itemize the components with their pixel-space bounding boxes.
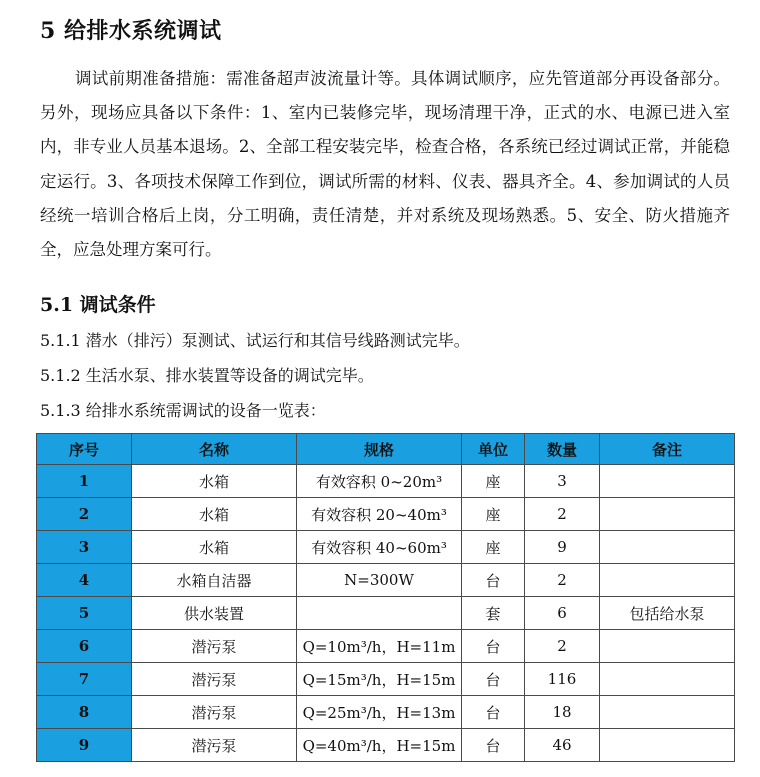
cell-quantity: 18: [525, 696, 600, 729]
cell-quantity: 3: [525, 465, 600, 498]
table-row: [37, 630, 735, 663]
cell-quantity: 2: [525, 630, 600, 663]
table-row: [37, 696, 735, 729]
cell-spec: 有效容积 40~60m³: [297, 531, 462, 564]
cell-spec: 有效容积 20~40m³: [297, 498, 462, 531]
table-body: [37, 465, 735, 762]
cell-index: 1: [37, 465, 132, 498]
cell-remark: [600, 465, 735, 498]
cell-name: 供水装置: [132, 597, 297, 630]
cell-index: 3: [37, 531, 132, 564]
cell-quantity: 9: [525, 531, 600, 564]
header-quantity: 数量: [525, 434, 600, 465]
cell-remark: [600, 531, 735, 564]
cell-unit: 台: [462, 663, 525, 696]
cell-index: 8: [37, 696, 132, 729]
cell-quantity: 116: [525, 663, 600, 696]
cell-name: 水箱自洁器: [132, 564, 297, 597]
cell-index: 9: [37, 729, 132, 762]
cell-quantity: 6: [525, 597, 600, 630]
header-spec: 规格: [297, 434, 462, 465]
cell-spec: Q=15m³/h，H=15m: [297, 663, 462, 696]
table-row: [37, 531, 735, 564]
cell-remark: 包括给水泵: [600, 597, 735, 630]
equipment-table: [36, 433, 735, 762]
cell-remark: [600, 630, 735, 663]
cell-name: 潜污泵: [132, 696, 297, 729]
cell-index: 4: [37, 564, 132, 597]
table-header-row: [37, 434, 735, 465]
cell-remark: [600, 663, 735, 696]
table-row: [37, 663, 735, 696]
cell-remark: [600, 498, 735, 531]
cell-unit: 台: [462, 696, 525, 729]
cell-spec: 有效容积 0~20m³: [297, 465, 462, 498]
header-name: 名称: [132, 434, 297, 465]
intro-paragraph: 调试前期准备措施：需准备超声波流量计等。具体调试顺序，应先管道部分再设备部分。另外，现场应具备以下条件：1、室内已装修完毕，现场清理干净，正式的水、电源已进入室内，非专业人员基本退场。2、全部工程安装完毕，检查合格，各系统已经过调试正常，并能稳定运行。3、各项技术保障工作到位，调试所需的材料、仪表、器具齐全。4、参加调试的人员经统一培训合格后上岗，分工明确，责任清楚，并对系统及现场熟悉。5、安全、防火措施齐全，应急处理方案可行。: [40, 69, 730, 260]
cell-name: 潜污泵: [132, 729, 297, 762]
header-unit: 单位: [462, 434, 525, 465]
cell-unit: 套: [462, 597, 525, 630]
table-row: [37, 564, 735, 597]
cell-spec: Q=40m³/h，H=15m: [297, 729, 462, 762]
cell-remark: [600, 729, 735, 762]
cell-spec: Q=10m³/h，H=11m: [297, 630, 462, 663]
header-remark: 备注: [600, 434, 735, 465]
cell-name: 潜污泵: [132, 663, 297, 696]
cell-remark: [600, 564, 735, 597]
cell-index: 5: [37, 597, 132, 630]
subsection-heading: 5.1 调试条件: [40, 294, 156, 316]
cell-remark: [600, 696, 735, 729]
cell-unit: 座: [462, 498, 525, 531]
cell-name: 水箱: [132, 498, 297, 531]
table-row: [37, 729, 735, 762]
cell-spec: [297, 597, 462, 630]
cell-spec: Q=25m³/h，H=13m: [297, 696, 462, 729]
table-row: [37, 597, 735, 630]
table-row: [37, 465, 735, 498]
header-index: 序号: [37, 434, 132, 465]
item-5-1-3: 5.1.3 给排水系统需调试的设备一览表：: [40, 401, 326, 420]
cell-name: 潜污泵: [132, 630, 297, 663]
item-5-1-2: 5.1.2 生活水泵、排水装置等设备的调试完毕。: [40, 366, 374, 385]
cell-unit: 台: [462, 729, 525, 762]
cell-unit: 台: [462, 564, 525, 597]
item-5-1-1: 5.1.1 潜水（排污）泵测试、试运行和其信号线路测试完毕。: [40, 331, 470, 350]
cell-index: 2: [37, 498, 132, 531]
cell-index: 7: [37, 663, 132, 696]
cell-spec: N=300W: [297, 564, 462, 597]
cell-quantity: 46: [525, 729, 600, 762]
cell-index: 6: [37, 630, 132, 663]
cell-name: 水箱: [132, 531, 297, 564]
cell-unit: 台: [462, 630, 525, 663]
cell-unit: 座: [462, 465, 525, 498]
cell-quantity: 2: [525, 564, 600, 597]
section-heading: 5 给排水系统调试: [40, 18, 222, 44]
cell-unit: 座: [462, 531, 525, 564]
cell-quantity: 2: [525, 498, 600, 531]
table-row: [37, 498, 735, 531]
cell-name: 水箱: [132, 465, 297, 498]
